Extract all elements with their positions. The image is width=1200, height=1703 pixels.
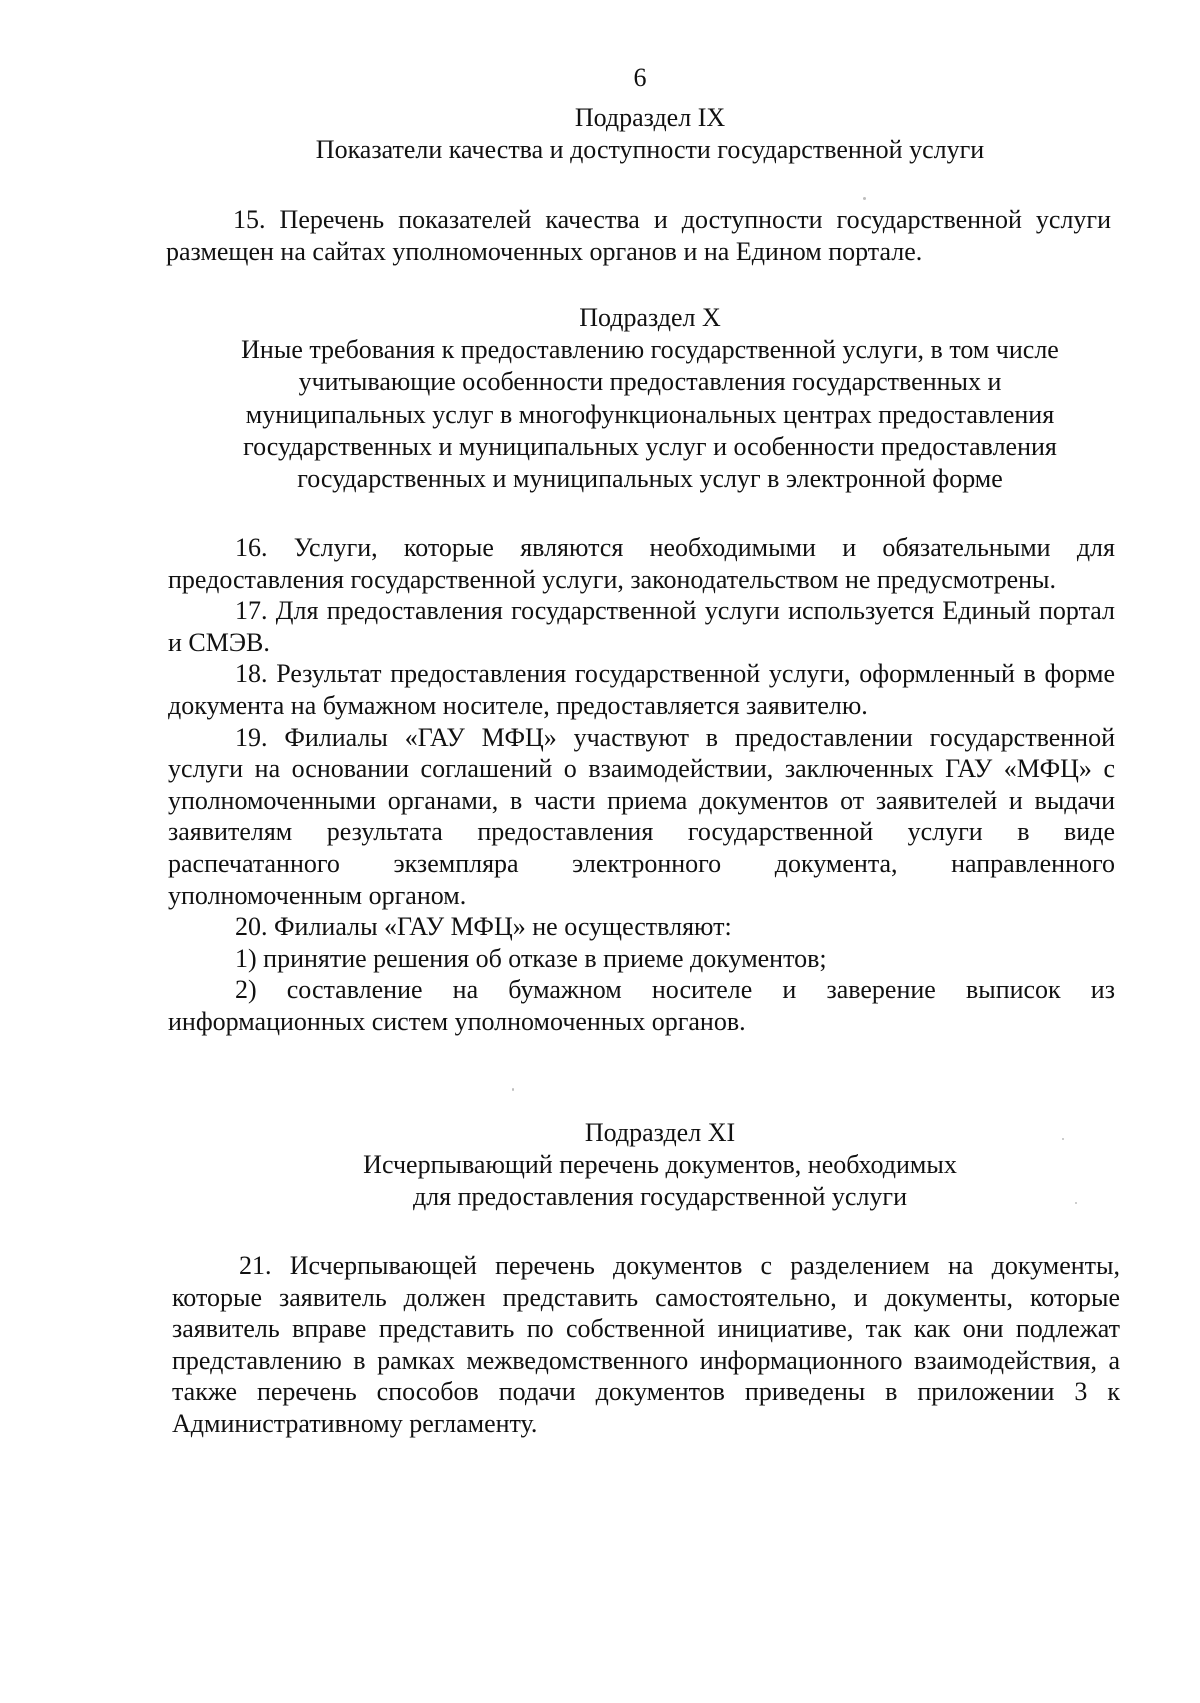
paragraph-20-item-1: 1) принятие решения об отказе в приеме документов; bbox=[235, 943, 827, 973]
paragraph-17: 17. Для предоставления государственной услуги используется Единый портал и СМЭВ. bbox=[168, 596, 1115, 657]
scan-speck bbox=[1062, 1138, 1064, 1140]
scan-speck bbox=[863, 197, 866, 200]
section-9-subtitle: Показатели качества и доступности государственной услуги bbox=[315, 135, 985, 165]
section-9-body bbox=[166, 204, 1111, 267]
section-10-subtitle-line: государственных и муниципальных услуг и особенности предоставления bbox=[243, 431, 1057, 461]
section-10-title: Подраздел X bbox=[579, 303, 721, 332]
section-10-heading bbox=[150, 302, 1150, 495]
paragraph-20: 20. Филиалы «ГАУ МФЦ» не осуществляют: bbox=[235, 912, 732, 942]
section-10-subtitle-line: государственных и муниципальных услуг в электронной форме bbox=[297, 464, 1003, 494]
section-11-heading bbox=[160, 1117, 1160, 1214]
page-number: 6 bbox=[633, 63, 647, 92]
paragraph-21: 21. Исчерпывающей перечень документов с разделением на документы, которые заявитель должен представить самостоятельно, и документы, которые заявитель вправе представить по собственной инициативе, так как они подлежат представлению в рамках межведомственного информационного взаимодействия, а также перечень способов подачи документов приведены в приложении 3 к Административному регламенту. bbox=[172, 1251, 1120, 1438]
section-11-subtitle-line: для предоставления государственной услуги bbox=[412, 1182, 908, 1212]
section-10-subtitle-line: муниципальных услуг в многофункциональных центрах предоставления bbox=[245, 399, 1055, 429]
section-9-heading bbox=[150, 102, 1150, 166]
section-10-subtitle-line: учитывающие особенности предоставления государственных и bbox=[298, 367, 1002, 397]
paragraph-16: 16. Услуги, которые являются необходимыми и обязательными для предоставления государственной услуги, законодательством не предусмотрены. bbox=[168, 533, 1115, 594]
section-11-subtitle-line: Исчерпывающий перечень документов, необходимых bbox=[363, 1150, 957, 1180]
paragraph-20-item-2: 2) составление на бумажном носителе и заверение выписок из информационных систем уполномоченных органов. bbox=[168, 975, 1115, 1036]
scan-speck bbox=[1075, 1202, 1077, 1204]
section-11-title: Подраздел XI bbox=[584, 1118, 736, 1147]
paragraph-15: 15. Перечень показателей качества и доступности государственной услуги размещен на сайтах уполномоченных органов и на Едином портале. bbox=[166, 205, 1111, 266]
paragraph-19: 19. Филиалы «ГАУ МФЦ» участвуют в предоставлении государственной услуги на основании соглашений о взаимодействии, заключенных ГАУ «МФЦ» с уполномоченными органами, в части приема документов от заявителей и выдачи заявителям результата предоставления государственной услуги в виде распечатанного экземпляра электронного документа, направленного уполномоченным органом. bbox=[168, 722, 1115, 910]
section-11-body bbox=[172, 1250, 1120, 1440]
paragraph-18: 18. Результат предоставления государственной услуги, оформленный в форме документа на бумажном носителе, предоставляется заявителю. bbox=[168, 659, 1115, 720]
scan-speck bbox=[512, 1088, 514, 1091]
section-10-body bbox=[168, 532, 1115, 1038]
section-10-subtitle-line: Иные требования к предоставлению государственной услуги, в том числе bbox=[241, 335, 1059, 365]
section-9-title: Подраздел IX bbox=[574, 103, 726, 132]
